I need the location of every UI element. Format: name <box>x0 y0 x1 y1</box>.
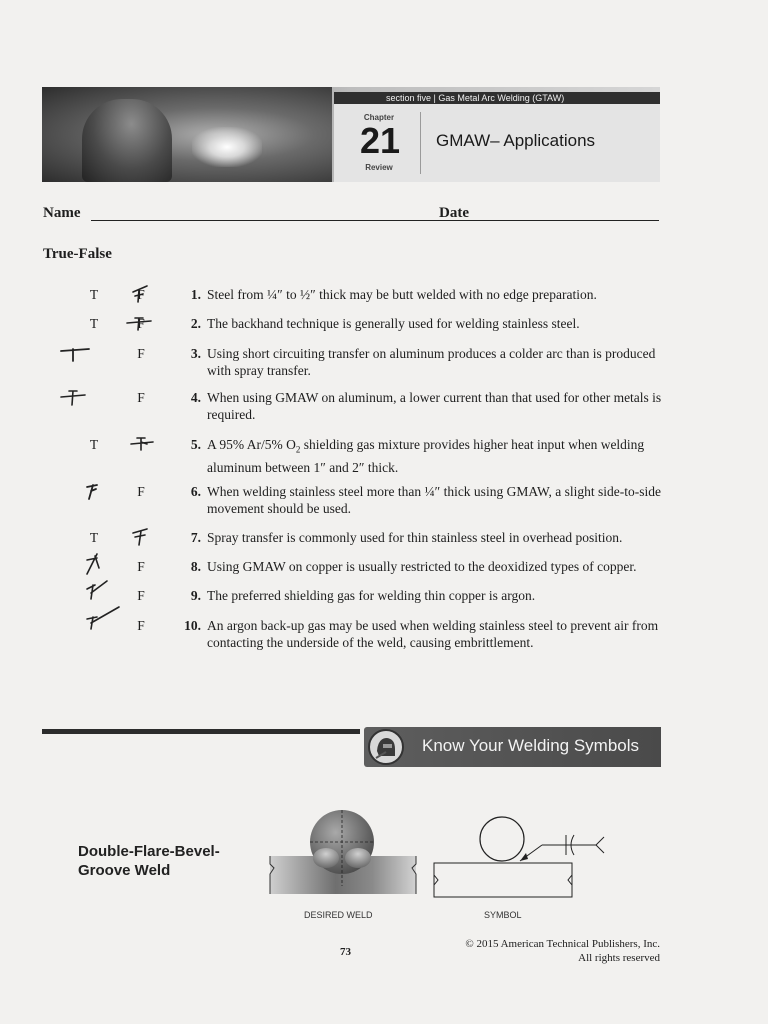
review-label: Review <box>365 163 393 172</box>
date-field[interactable] <box>471 220 659 221</box>
choice-t[interactable]: T <box>89 316 99 331</box>
copyright-line-2: All rights reserved <box>578 952 660 964</box>
question-text: A 95% Ar/5% $O_2$ shielding gas mixture provides higher heat input when welding aluminum between 1″ and 2″ thick. <box>207 437 645 475</box>
question-number: 10. <box>184 618 201 633</box>
question-number: 6. <box>190 484 201 499</box>
question-text: When using GMAW on aluminum, a lower current than that used for other metals is required. <box>207 390 662 422</box>
choice-t[interactable]: T <box>89 437 99 452</box>
pen-mark-t <box>59 343 99 369</box>
welder-helmet-icon <box>366 727 406 767</box>
question-number: 2. <box>190 316 201 331</box>
choice-t[interactable]: T <box>89 287 99 302</box>
pen-mark-t <box>59 387 99 413</box>
choice-f[interactable]: F <box>137 346 145 361</box>
chapter-divider <box>420 112 421 174</box>
question-number: 9. <box>190 588 201 603</box>
question-text: When welding stainless steel more than ¼″ thick using GMAW, a slight side-to-side movement should be used. <box>207 484 661 516</box>
question-text: Using short circuiting transfer on aluminum produces a colder arc than is produced with spray transfer. <box>207 346 656 378</box>
pen-mark-t <box>83 481 123 507</box>
desired-weld-caption: DESIRED WELD <box>304 910 373 920</box>
choice-f[interactable]: F <box>137 559 145 574</box>
question-number: 1. <box>190 287 201 302</box>
question-number: 7. <box>190 530 201 545</box>
question-text: The preferred shielding gas for welding thin copper is argon. <box>207 588 536 603</box>
choice-f[interactable]: F <box>137 390 145 405</box>
pen-mark-t <box>83 579 123 605</box>
question-text: Spray transfer is commonly used for thin stainless steel in overhead position. <box>207 530 623 545</box>
page-number: 73 <box>340 946 351 958</box>
chapter-header <box>42 87 660 182</box>
chapter-box <box>334 104 660 182</box>
name-date-row <box>43 205 663 227</box>
name-label: Name <box>43 205 81 221</box>
pen-mark-f <box>129 525 169 551</box>
copyright <box>440 937 660 965</box>
chapter-number: 21 <box>359 120 401 161</box>
pen-mark-f <box>125 313 165 339</box>
pen-mark-t <box>83 605 123 631</box>
chapter-title: GMAW– Applications <box>436 131 596 150</box>
welder-photo <box>42 87 332 182</box>
choice-f[interactable]: F <box>137 484 145 499</box>
question-text: Using GMAW on copper is usually restricted to the deoxidized types of copper. <box>207 559 637 574</box>
section-label: section five | Gas Metal Arc Welding (GTAW) <box>334 92 660 104</box>
choice-f[interactable]: F <box>137 287 145 302</box>
desired-weld-diagram <box>268 808 418 908</box>
choice-t[interactable]: T <box>89 530 99 545</box>
arc-glow <box>192 127 262 167</box>
banner-title: Know Your Welding Symbols <box>422 736 640 755</box>
symbol-caption: SYMBOL <box>484 910 522 920</box>
symbols-banner <box>364 727 661 767</box>
welder-silhouette <box>82 99 172 182</box>
pen-mark-f <box>127 282 167 308</box>
section-heading: True-False <box>43 246 112 262</box>
name-field[interactable] <box>91 220 475 221</box>
question-text: Steel from ¼″ to ½″ thick may be butt welded with no edge preparation. <box>207 287 597 302</box>
choice-f[interactable]: F <box>137 588 145 603</box>
date-label: Date <box>439 205 469 221</box>
question-number: 5. <box>190 437 201 452</box>
choice-f[interactable]: F <box>137 316 145 331</box>
section-rule <box>42 729 360 734</box>
question-text: The backhand technique is generally used for welding stainless steel. <box>207 316 580 331</box>
chapter-label: Chapter <box>363 113 395 122</box>
choice-f[interactable]: F <box>137 618 145 633</box>
question-number: 8. <box>190 559 201 574</box>
question-text: An argon back-up gas may be used when welding stainless steel to prevent air from contacting the underside of the weld, causing embrittlement. <box>207 618 659 650</box>
weld-symbol-diagram <box>428 805 610 905</box>
copyright-line-1: © 2015 American Technical Publishers, Inc. <box>465 938 660 950</box>
weld-title: Double-Flare-Bevel-Groove Weld <box>78 843 220 879</box>
question-number: 3. <box>190 346 201 361</box>
pen-mark-t <box>83 552 123 578</box>
pen-mark-f <box>127 432 167 458</box>
question-number: 4. <box>190 390 201 405</box>
